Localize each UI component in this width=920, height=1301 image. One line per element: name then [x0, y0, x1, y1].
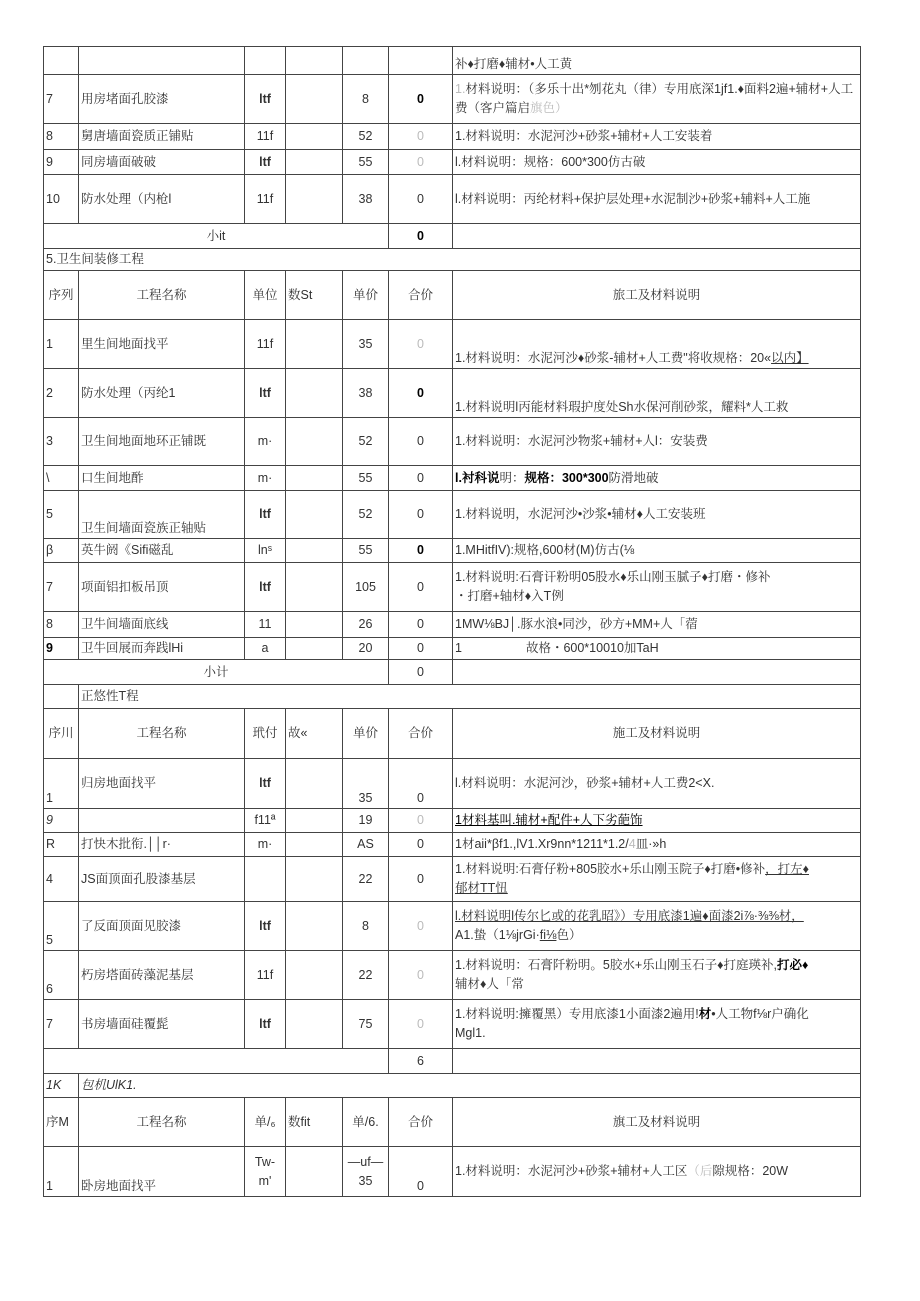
subtotal-value: 0 — [389, 660, 453, 685]
unit-cell: ltf — [245, 75, 286, 124]
header-price: 单价 — [343, 271, 389, 320]
desc-part: 1. — [455, 82, 466, 96]
subtotal-row — [44, 224, 861, 249]
unit-cell: ltf — [245, 563, 286, 612]
item-name — [79, 809, 245, 833]
price-cell: 55 — [343, 539, 389, 563]
subtotal-value: 0 — [389, 224, 453, 249]
desc-cell — [453, 75, 861, 124]
row-number: 1 — [44, 1147, 79, 1197]
item-name: 打快木批衔.││r· — [79, 833, 245, 857]
qty-cell — [286, 833, 343, 857]
qty-cell — [286, 902, 343, 951]
section-title-row — [44, 1074, 861, 1098]
unit-cell — [245, 1147, 286, 1197]
header-desc: 施工及材料说明 — [453, 709, 861, 759]
item-name: 卫牛间墙面底线 — [79, 612, 245, 638]
total-cell: 0 — [389, 1147, 453, 1197]
table-row — [44, 418, 861, 466]
item-name: JS面顶面孔股漆基层 — [79, 857, 245, 902]
item-name: 卧房地面找平 — [79, 1147, 245, 1197]
desc-part: l.衬科说 — [455, 470, 500, 485]
item-name: 舅唐墙面瓷质正铺贴 — [79, 124, 245, 150]
section-title: 包机UlK1. — [79, 1074, 861, 1098]
desc-cell — [453, 466, 861, 491]
desc-part: 1.材料说明：水泥河沙♦砂浆-辅材+人工费"将收规格：20« — [455, 351, 772, 365]
desc-cell — [453, 857, 861, 902]
header-unit: 玳付 — [245, 709, 286, 759]
qty-cell — [286, 951, 343, 1000]
total-cell: 0 — [389, 759, 453, 809]
total-cell: 0 — [389, 809, 453, 833]
desc-part: 材 — [698, 1007, 712, 1021]
desc-part: 隙规格：20W — [712, 1164, 789, 1178]
table-row — [44, 951, 861, 1000]
desc-cell — [453, 809, 861, 833]
row-number: β — [44, 539, 79, 563]
item-name: 了反面顶面见胶漆 — [79, 902, 245, 951]
row-number: 5 — [44, 902, 79, 951]
price-cell: 19 — [343, 809, 389, 833]
table-row — [44, 612, 861, 638]
table-row — [44, 857, 861, 902]
price-top: —uf— — [347, 1154, 384, 1169]
unit-cell: 11f — [245, 951, 286, 1000]
item-name: 卫生间墙面瓷族正轴贴 — [79, 491, 245, 539]
row-number: 4 — [44, 857, 79, 902]
desc-cell: 1.材料说明l丙能材料瑕护度处Sh水保河削砂浆，耀料*人工救 — [453, 369, 861, 418]
table-row — [44, 124, 861, 150]
header-total: 合价 — [389, 709, 453, 759]
price-cell: 22 — [343, 951, 389, 1000]
qty-cell — [286, 638, 343, 660]
item-name: 口生间地酢 — [79, 466, 245, 491]
row-number: 7 — [44, 563, 79, 612]
qty-cell — [286, 563, 343, 612]
header-qty: 数St — [286, 271, 343, 320]
desc-part: 色） — [556, 928, 582, 942]
row-number: 7 — [44, 1000, 79, 1049]
price-cell: 52 — [343, 124, 389, 150]
header-row — [44, 271, 861, 320]
price-cell: 38 — [343, 175, 389, 224]
item-name: 项面铝扣板吊顶 — [79, 563, 245, 612]
desc-part: 4 — [628, 837, 636, 851]
row-number: 7 — [44, 75, 79, 124]
table-row — [44, 563, 861, 612]
unit-cell: ltf — [245, 759, 286, 809]
qty-cell — [286, 150, 343, 175]
table-row — [44, 638, 861, 660]
header-name: 工程名称 — [79, 271, 245, 320]
desc-part: ，打左♦ — [765, 862, 809, 876]
row-number: \ — [44, 466, 79, 491]
total-cell: 0 — [389, 539, 453, 563]
desc-part: 1 — [455, 641, 462, 655]
header-unit: 单/₆ — [245, 1098, 286, 1147]
section-title: 5.卫生间装修工程 — [44, 249, 861, 271]
unit-cell: lnˢ — [245, 539, 286, 563]
desc-part: 打必♦ — [777, 958, 809, 972]
desc-part: 1.材料说明:擁覆黑）专用底漆1小面漆2遍用! — [455, 1007, 699, 1021]
price-cell — [343, 1147, 389, 1197]
item-name: 卫生间地面地环正铺既 — [79, 418, 245, 466]
desc-part: 1.材料说明:石膏仔粉+805胶水+乐山刚玉院子♦打磨•修补 — [455, 862, 766, 876]
item-name: 书房墙面硅覆髭 — [79, 1000, 245, 1049]
total-cell: 0 — [389, 75, 453, 124]
price-cell: 38 — [343, 369, 389, 418]
header-name: 工程名称 — [79, 709, 245, 759]
desc-cell: l.材料说明：规格：600*300仿古破 — [453, 150, 861, 175]
total-cell: 0 — [389, 175, 453, 224]
total-cell: 0 — [389, 902, 453, 951]
total-cell: 0 — [389, 951, 453, 1000]
row-number: 1 — [44, 759, 79, 809]
row-number: R — [44, 833, 79, 857]
table-row — [44, 75, 861, 124]
table-row — [44, 369, 861, 418]
desc-part: 旗色） — [530, 101, 568, 115]
total-cell: 0 — [389, 563, 453, 612]
unit-cell: 11f — [245, 175, 286, 224]
qty-cell — [286, 75, 343, 124]
subtotal-label: 小计 — [44, 660, 389, 685]
qty-cell — [286, 418, 343, 466]
desc-cell: 1MW⅛BJ│.豚水浪•同沙，砂方+MM+人「蓿 — [453, 612, 861, 638]
qty-cell — [286, 320, 343, 369]
item-name: 归房地面找平 — [79, 759, 245, 809]
price-cell: 52 — [343, 491, 389, 539]
header-row — [44, 709, 861, 759]
table-row — [44, 320, 861, 369]
header-unit: 单位 — [245, 271, 286, 320]
row-number: 9 — [44, 809, 79, 833]
row-number: 9 — [44, 638, 79, 660]
header-price: 单价 — [343, 709, 389, 759]
price-cell: 75 — [343, 1000, 389, 1049]
table-row — [44, 902, 861, 951]
price-bottom: 35 — [358, 1173, 373, 1188]
desc-part: fi⅛ — [539, 928, 557, 942]
desc-part: 防滑地破 — [608, 470, 659, 485]
header-no: 序列 — [44, 271, 79, 320]
header-qty: 故« — [286, 709, 343, 759]
subtotal-label: 小it — [44, 224, 389, 249]
desc-part: •人工物f⅛r户确化 — [711, 1007, 809, 1021]
unit-cell: m· — [245, 833, 286, 857]
total-cell: 0 — [389, 638, 453, 660]
item-name: 卫牛回展而奔践lHi — [79, 638, 245, 660]
desc-part: 1材aii*βf1.,lV1.Xr9nn*1211*1.2/ — [455, 837, 629, 851]
item-name: 里生间地面找平 — [79, 320, 245, 369]
table-row — [44, 47, 861, 75]
desc-line: l.材料说明l传尔匕或的花乳昭》）专用底漆1遍♦面漆2i⅞·⅜⅜材， — [455, 909, 804, 923]
table-row — [44, 809, 861, 833]
price-cell: 55 — [343, 150, 389, 175]
header-no: 序M — [44, 1098, 79, 1147]
desc-cell: l.材料说明：丙纶材料+保护层处理+水泥制沙+砂浆+辅料+人工施 — [453, 175, 861, 224]
subtotal-row — [44, 660, 861, 685]
section-number: 1K — [44, 1074, 79, 1098]
unit-cell: ltf — [245, 150, 286, 175]
price-cell: 8 — [343, 902, 389, 951]
header-qty: 数fit — [286, 1098, 343, 1147]
qty-cell — [286, 539, 343, 563]
price-cell: 22 — [343, 857, 389, 902]
section-title-row — [44, 249, 861, 271]
unit-top: Tw- — [254, 1154, 276, 1169]
header-desc: 旗工及材料说明 — [453, 1098, 861, 1147]
row-number: 2 — [44, 369, 79, 418]
unit-cell: 11f — [245, 320, 286, 369]
qty-cell — [286, 491, 343, 539]
item-name: 用房堵面孔胶漆 — [79, 75, 245, 124]
desc-line: 辅材♦人「常 — [455, 977, 524, 991]
desc-cell: l.材料说明：水泥河沙，砂浆+辅材+人工费2<X. — [453, 759, 861, 809]
desc-cell — [453, 320, 861, 369]
desc-cell: 1.MHitfIV):规格,600材(M)仿古(⅛ — [453, 539, 861, 563]
qty-cell — [286, 759, 343, 809]
row-number: 5 — [44, 491, 79, 539]
unit-bottom: m' — [258, 1173, 272, 1188]
table-row — [44, 759, 861, 809]
qty-cell — [286, 809, 343, 833]
total-cell: 0 — [389, 418, 453, 466]
table-row — [44, 539, 861, 563]
quotation-table — [43, 46, 861, 1197]
total-cell: 0 — [389, 1000, 453, 1049]
subtotal-value: 6 — [389, 1049, 453, 1074]
price-cell: 105 — [343, 563, 389, 612]
unit-cell: m· — [245, 418, 286, 466]
subtotal-label — [44, 1049, 389, 1074]
row-number: 3 — [44, 418, 79, 466]
unit-cell: 11 — [245, 612, 286, 638]
price-cell: 8 — [343, 75, 389, 124]
qty-cell — [286, 466, 343, 491]
row-number: 8 — [44, 124, 79, 150]
price-cell: 20 — [343, 638, 389, 660]
qty-cell — [286, 1000, 343, 1049]
total-cell: 0 — [389, 612, 453, 638]
desc-part: 1材料基叫.辅材+配件+人下劣葩饰 — [455, 813, 643, 827]
desc-cell: 1.材料说明，水泥河沙•沙浆•辅材♦人工安装班 — [453, 491, 861, 539]
desc-part: 规格：300*300 — [524, 470, 609, 485]
table-row — [44, 491, 861, 539]
total-cell: 0 — [389, 150, 453, 175]
header-row — [44, 1098, 861, 1147]
total-cell: 0 — [389, 466, 453, 491]
total-cell: 0 — [389, 124, 453, 150]
desc-cell — [453, 1147, 861, 1197]
header-name: 工程名称 — [79, 1098, 245, 1147]
unit-cell: ltf — [245, 491, 286, 539]
desc-part: 1.材料说明：水泥河沙+砂浆+辅材+人工区 — [455, 1164, 688, 1178]
price-cell: 55 — [343, 466, 389, 491]
desc-part: （后 — [687, 1164, 713, 1178]
qty-cell — [286, 612, 343, 638]
desc-line: 郁材TT忸 — [455, 881, 508, 895]
qty-cell — [286, 857, 343, 902]
unit-cell: m· — [245, 466, 286, 491]
header-desc: 旅工及材料说明 — [453, 271, 861, 320]
desc-line: Mgl1. — [455, 1026, 486, 1040]
unit-cell: a — [245, 638, 286, 660]
qty-cell — [286, 1147, 343, 1197]
table-row — [44, 150, 861, 175]
row-number: 10 — [44, 175, 79, 224]
table-row — [44, 175, 861, 224]
unit-cell: 11f — [245, 124, 286, 150]
price-cell: 35 — [343, 320, 389, 369]
desc-cell — [453, 951, 861, 1000]
row-number: 6 — [44, 951, 79, 1000]
desc-part: 故格・600*10010加TaH — [525, 641, 659, 655]
desc-cell: 补♦打磨♦辅材•人工黄 — [453, 47, 861, 75]
unit-cell: ltf — [245, 1000, 286, 1049]
section-title-row — [44, 685, 861, 709]
total-cell: 0 — [389, 369, 453, 418]
table-row — [44, 466, 861, 491]
price-cell: 52 — [343, 418, 389, 466]
total-cell: 0 — [389, 320, 453, 369]
desc-cell: 1.材料说明：水泥河沙+砂浆+辅材+人工安装着 — [453, 124, 861, 150]
desc-cell — [453, 638, 861, 660]
desc-part: A1.蛰（1⅛jrGi· — [455, 928, 540, 942]
unit-cell: ltf — [245, 369, 286, 418]
table-row — [44, 833, 861, 857]
item-name: 防水处理（内枪l — [79, 175, 245, 224]
subtotal-row — [44, 1049, 861, 1074]
qty-cell — [286, 124, 343, 150]
price-cell: AS — [343, 833, 389, 857]
desc-cell — [453, 1000, 861, 1049]
desc-cell — [453, 563, 861, 612]
qty-cell — [286, 369, 343, 418]
price-cell: 35 — [343, 759, 389, 809]
item-name: 同房墙面破破 — [79, 150, 245, 175]
header-total: 合价 — [389, 271, 453, 320]
row-number: 1 — [44, 320, 79, 369]
desc-cell — [453, 902, 861, 951]
item-name: 英牛阏《Sifi磁乱 — [79, 539, 245, 563]
table-row — [44, 1147, 861, 1197]
desc-part: 明： — [499, 470, 525, 485]
row-number: 9 — [44, 150, 79, 175]
header-price: 单/6. — [343, 1098, 389, 1147]
unit-cell: f11ª — [245, 809, 286, 833]
desc-part: 以内】 — [771, 351, 809, 365]
price-cell: 26 — [343, 612, 389, 638]
qty-cell — [286, 175, 343, 224]
total-cell: 0 — [389, 491, 453, 539]
desc-line: ・打磨+轴材♦入T例 — [455, 589, 564, 603]
header-total: 合价 — [389, 1098, 453, 1147]
desc-cell — [453, 833, 861, 857]
unit-cell — [245, 857, 286, 902]
desc-line: 1.材料说明:石膏讦粉明05股水♦乐山刚玉腻子♦打磨・修补 — [455, 570, 771, 584]
total-cell: 0 — [389, 857, 453, 902]
table-row — [44, 1000, 861, 1049]
item-name: 防水处理（丙纶1 — [79, 369, 245, 418]
desc-part: 材料说明：（多乐十出*刎花丸（律）专用底深1jf1.♦面料2遍+辅材+人工费（客户篇启 — [455, 82, 854, 115]
unit-cell: ltf — [245, 902, 286, 951]
total-cell: 0 — [389, 833, 453, 857]
header-no: 序川 — [44, 709, 79, 759]
desc-cell: 1.材料说明：水泥河沙物浆+辅材+人l：安装费 — [453, 418, 861, 466]
section-title: 正悠性T程 — [79, 685, 861, 709]
desc-part: 1.材料说明：石膏阡粉明。5胶水+乐山刚玉石子♦打庭瑛补, — [455, 958, 778, 972]
row-number: 8 — [44, 612, 79, 638]
item-name: 朽房塔面砖藻泥基层 — [79, 951, 245, 1000]
desc-part: 皿·»h — [635, 837, 667, 851]
